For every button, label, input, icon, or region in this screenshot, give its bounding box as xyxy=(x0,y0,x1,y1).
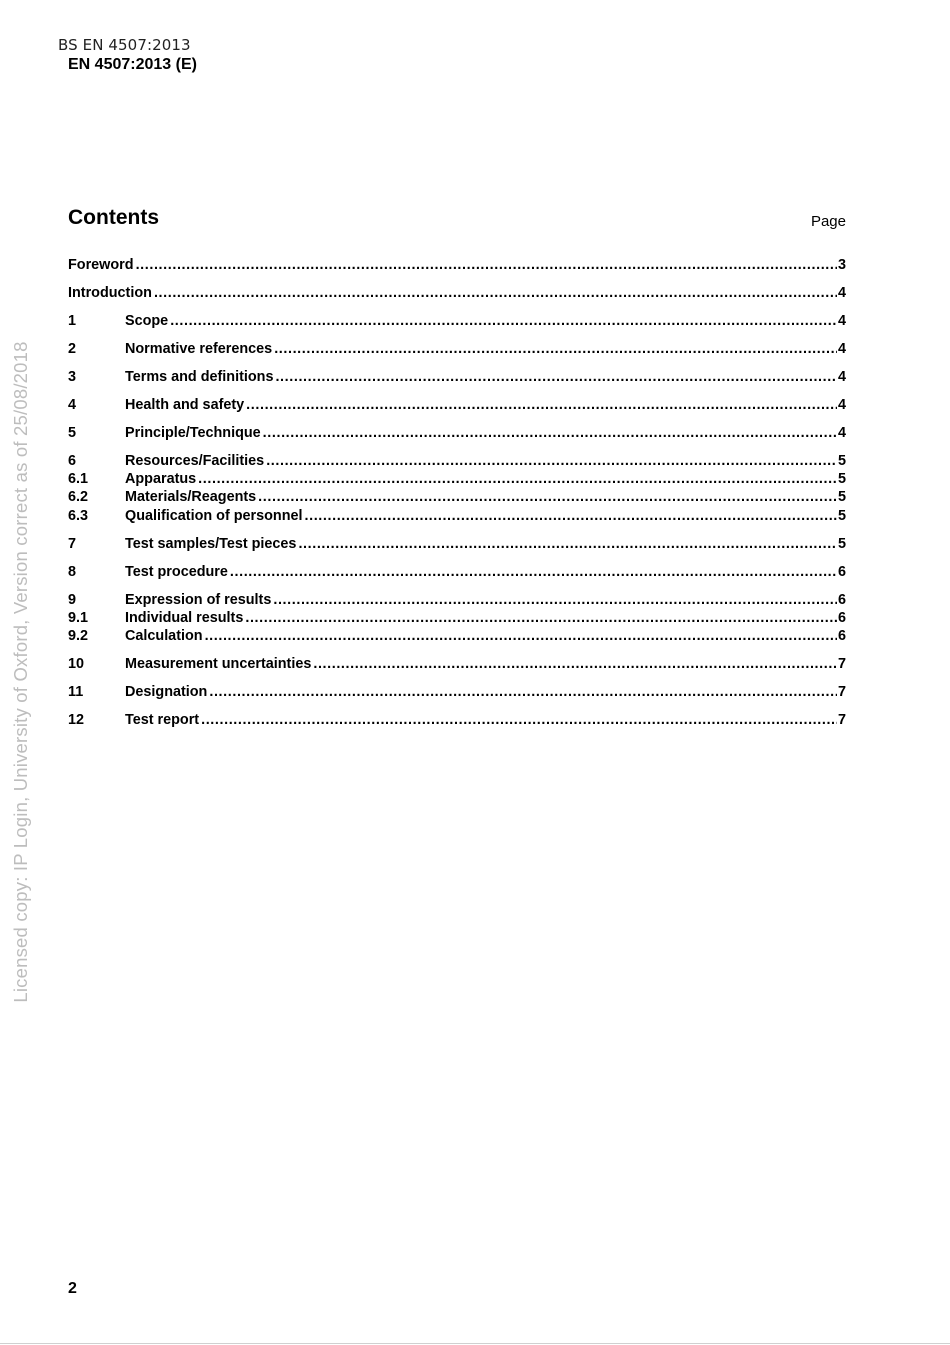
toc-leader-dots xyxy=(205,627,837,645)
toc-entry-title: Resources/Facilities xyxy=(125,452,265,469)
toc-entry-number: 9.1 xyxy=(68,610,89,627)
toc-entry-title: Foreword xyxy=(68,257,134,273)
toc-leader-dots xyxy=(230,563,837,581)
page-bottom-edge xyxy=(0,1343,950,1344)
contents-heading: Contents xyxy=(68,206,159,229)
toc-entry-title: Calculation xyxy=(125,628,203,645)
toc-entry-page: 4 xyxy=(837,284,846,301)
toc-entry-expression-of-results[interactable] xyxy=(68,591,846,609)
toc-entry-page: 7 xyxy=(837,684,846,701)
toc-leader-dots xyxy=(245,609,837,627)
toc-entry-page: 6 xyxy=(837,563,846,580)
toc-leader-dots xyxy=(201,711,837,729)
toc-entry-title: Health and safety xyxy=(125,396,245,413)
toc-entry-page: 7 xyxy=(837,656,846,673)
toc-entry-page: 6 xyxy=(837,591,846,608)
toc-leader-dots xyxy=(170,312,837,330)
toc-entry-number: 8 xyxy=(68,563,77,580)
toc-entry-page: 3 xyxy=(837,257,846,273)
toc-leader-dots xyxy=(263,424,837,442)
toc-entry-title: Designation xyxy=(125,684,208,701)
toc-leader-dots xyxy=(266,452,837,470)
toc-entry-number: 7 xyxy=(68,535,77,552)
toc-entry-health-and-safety[interactable] xyxy=(68,396,846,414)
toc-entry-title: Test procedure xyxy=(125,563,228,580)
toc-leader-dots xyxy=(313,655,837,673)
toc-entry-page: 5 xyxy=(837,471,846,488)
toc-entry-terms-and-definitions[interactable] xyxy=(68,368,846,386)
toc-entry-number: 6.3 xyxy=(68,507,89,524)
toc-entry-page: 5 xyxy=(837,507,846,524)
toc-entry-page: 7 xyxy=(837,712,846,729)
toc-entry-number: 9 xyxy=(68,591,77,608)
toc-entry-title: Principle/Technique xyxy=(125,424,261,441)
toc-entry-page: 4 xyxy=(837,396,846,413)
toc-entry-number: 6.1 xyxy=(68,471,89,488)
toc-entry-page: 4 xyxy=(837,368,846,385)
toc-leader-dots xyxy=(198,470,837,488)
toc-entry-page: 4 xyxy=(837,340,846,357)
document-reference: EN 4507:2013 (E) xyxy=(68,56,197,73)
toc-entry-calculation[interactable] xyxy=(68,627,846,645)
toc-entry-number: 11 xyxy=(68,684,84,701)
toc-leader-dots xyxy=(154,284,837,302)
toc-entry-page: 6 xyxy=(837,610,846,627)
toc-entry-title: Scope xyxy=(125,312,169,329)
toc-entry-resources-facilities[interactable] xyxy=(68,452,846,470)
toc-entry-title: Measurement uncertainties xyxy=(125,656,312,673)
toc-entry-page: 4 xyxy=(837,312,846,329)
toc-entry-apparatus[interactable] xyxy=(68,470,846,488)
license-watermark: Licensed copy: IP Login, University of Oxford, Version correct as of 25/08/2018 xyxy=(10,341,31,1003)
toc-leader-dots xyxy=(246,396,837,414)
toc-entry-page: 6 xyxy=(837,628,846,645)
toc-entry-principle-technique[interactable] xyxy=(68,424,846,442)
toc-entry-title: Test samples/Test pieces xyxy=(125,535,297,552)
toc-leader-dots xyxy=(298,535,837,553)
toc-entry-scope[interactable] xyxy=(68,312,846,330)
toc-entry-title: Qualification of personnel xyxy=(125,507,303,524)
toc-entry-title: Materials/Reagents xyxy=(125,489,257,506)
toc-entry-number: 6 xyxy=(68,452,77,469)
toc-entry-page: 5 xyxy=(837,535,846,552)
toc-entry-title: Test report xyxy=(125,712,200,729)
toc-leader-dots xyxy=(209,683,837,701)
toc-entry-number: 1 xyxy=(68,312,77,329)
page-number: 2 xyxy=(68,1280,77,1297)
toc-entry-title: Expression of results xyxy=(125,591,272,608)
toc-leader-dots xyxy=(273,591,837,609)
toc-entry-number: 10 xyxy=(68,656,85,673)
toc-leader-dots xyxy=(274,340,837,358)
toc-entry-page: 5 xyxy=(837,489,846,506)
toc-entry-designation[interactable] xyxy=(68,683,846,701)
toc-entry-qualification-of-personnel[interactable] xyxy=(68,507,846,525)
toc-entry-test-procedure[interactable] xyxy=(68,563,846,581)
toc-leader-dots xyxy=(305,507,837,525)
toc-entry-number: 9.2 xyxy=(68,628,89,645)
toc-entry-number: 3 xyxy=(68,368,77,385)
toc-entry-normative-references[interactable] xyxy=(68,340,846,358)
table-of-contents xyxy=(68,256,846,730)
toc-entry-title: Terms and definitions xyxy=(125,368,274,385)
toc-entry-measurement-uncertainties[interactable] xyxy=(68,655,846,673)
toc-entry-number: 4 xyxy=(68,396,77,413)
toc-entry-introduction[interactable] xyxy=(68,284,846,302)
toc-entry-test-report[interactable] xyxy=(68,711,846,729)
toc-entry-title: Individual results xyxy=(125,610,244,627)
toc-leader-dots xyxy=(136,256,837,274)
toc-entry-number: 6.2 xyxy=(68,489,89,506)
page-column-label: Page xyxy=(810,213,846,230)
toc-leader-dots xyxy=(258,488,837,506)
toc-entry-page: 5 xyxy=(837,452,846,469)
toc-leader-dots xyxy=(275,368,837,386)
toc-entry-number: 5 xyxy=(68,424,77,441)
toc-entry-title: Normative references xyxy=(125,340,273,357)
toc-entry-individual-results[interactable] xyxy=(68,609,846,627)
toc-entry-test-samples[interactable] xyxy=(68,535,846,553)
toc-entry-title: Apparatus xyxy=(125,471,197,488)
toc-entry-number: 12 xyxy=(68,712,85,729)
toc-entry-materials-reagents[interactable] xyxy=(68,488,846,506)
toc-entry-title: Introduction xyxy=(68,284,152,301)
toc-entry-foreword[interactable] xyxy=(68,256,846,274)
standard-reference: BS EN 4507:2013 xyxy=(58,36,191,54)
toc-entry-number: 2 xyxy=(68,340,77,357)
toc-entry-page: 4 xyxy=(837,424,846,441)
